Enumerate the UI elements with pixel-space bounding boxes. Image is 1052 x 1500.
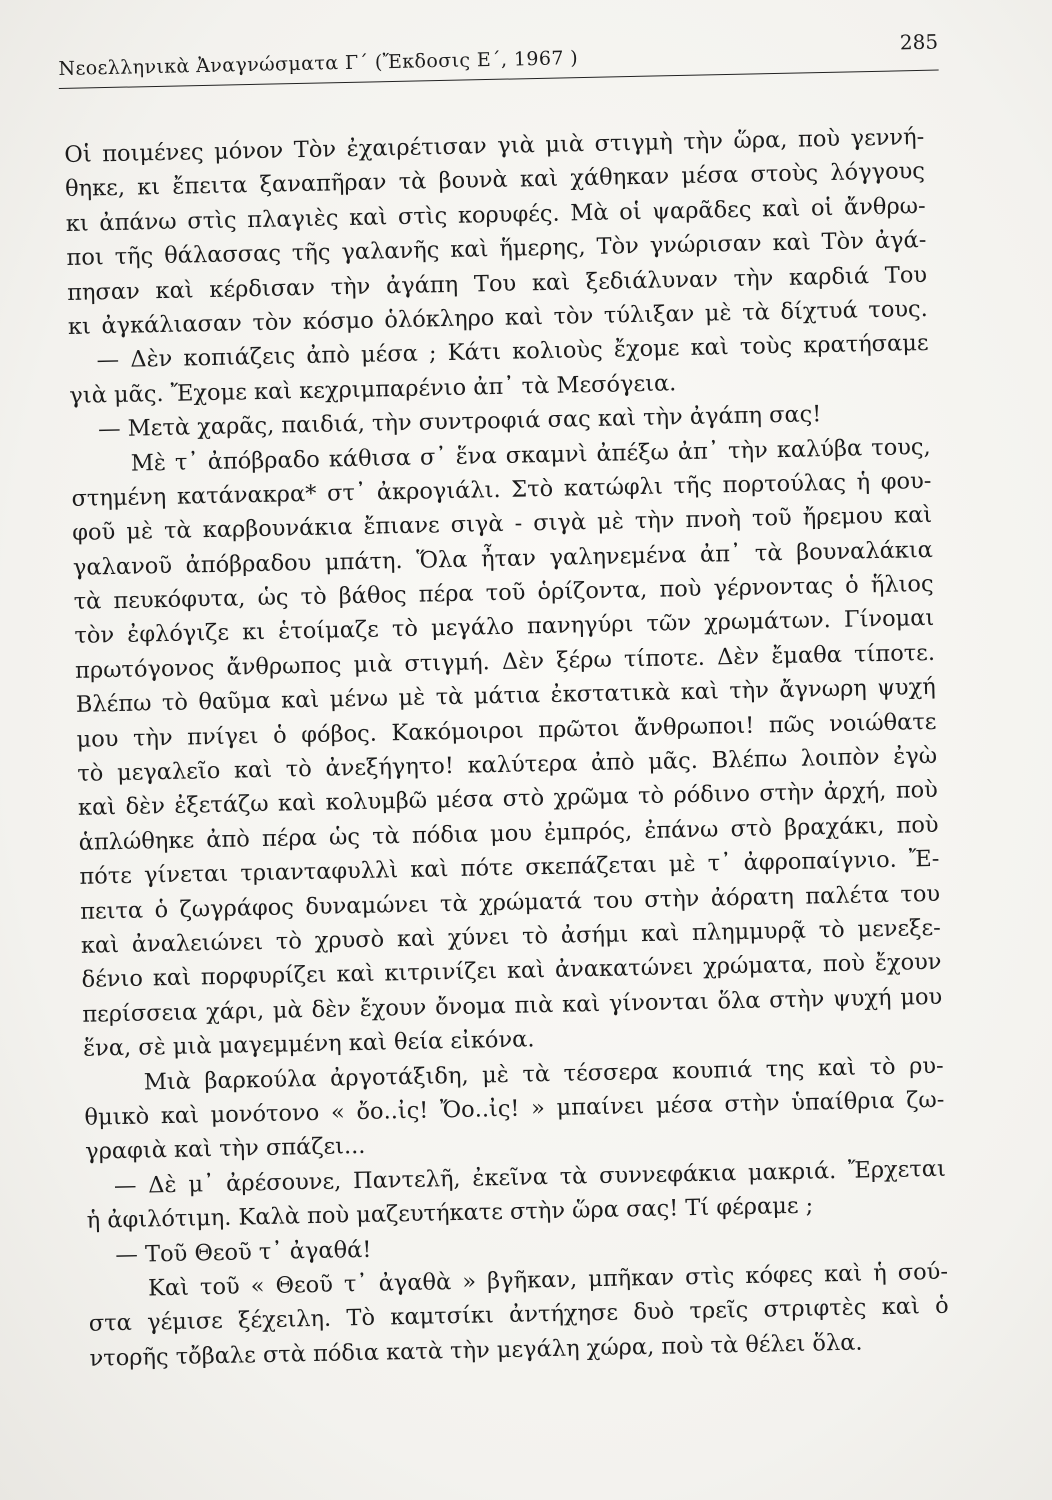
text-line: καὶ ἀναλειώνει τὸ χρυσὸ καὶ χύνει τὸ ἀσήμι καὶ πλημμυρᾷ τὸ μενεξε- bbox=[80, 914, 942, 959]
body-text bbox=[64, 120, 950, 1376]
text-line: θμικὸ καὶ μονότονο « ὄο..ἰς! Ὄο..ἰς! » μπαίνει μέσα στὴν ὑπαίθρια ζω- bbox=[84, 1086, 945, 1131]
text-line: πότε γίνεται τριανταφυλλὶ καὶ πότε σκεπάζεται μὲ τ᾿ ἀφροπαίγνιο. Ἔ- bbox=[79, 846, 940, 891]
text-line: ποι τῆς θάλασσας τῆς γαλανῆς καὶ ἥμερης, Τὸν γνώρισαν καὶ Τὸν ἀγά- bbox=[66, 227, 927, 272]
text-line: κι ἀπάνω στὶς πλαγιὲς καὶ στὶς κορυφές. Μὰ οἱ ψαρᾶδες καὶ οἱ ἄνθρω- bbox=[65, 192, 926, 237]
text-line: δένιο καὶ πορφυρίζει καὶ κιτρινίζει καὶ ἀνακατώνει χρώματα, ποὺ ἔχουν bbox=[81, 949, 942, 994]
text-line: πειτα ὁ ζωγράφος δυναμώνει τὰ χρώματά του στὴν ἀόρατη παλέτα του bbox=[79, 880, 941, 925]
text-line: Οἱ ποιμένες μόνον Τὸν ἐχαιρέτισαν γιὰ μιὰ στιγμὴ τὴν ὥρα, ποὺ γεννή- bbox=[64, 123, 925, 168]
text-line: — Δὲν κοπιάζεις ἀπὸ μέσα ; Κάτι κολιοὺς ἔχομε καὶ τοὺς κρατήσαμε bbox=[96, 330, 929, 374]
text-line: καὶ δὲν ἐξετάζω καὶ κολυμβῶ μέσα στὸ χρῶμα τὸ ρόδινο στὴν ἀρχή, ποὺ bbox=[77, 777, 939, 822]
text-line: γαλανοῦ ἀπόβραδου μπάτη. Ὅλα ἦταν γαληνεμένα ἀπ᾿ τὰ βουναλάκια bbox=[72, 536, 934, 581]
text-line: Καὶ τοῦ « Θεοῦ τ᾿ ἀγαθὰ » βγῆκαν, μπῆκαν στὶς κόφες καὶ ἡ σού- bbox=[147, 1258, 949, 1302]
text-line: ἕνα, σὲ μιὰ μαγεμμένη καὶ θεία εἰκόνα. bbox=[82, 1026, 535, 1062]
text-line: στα γέμισε ξέχειλη. Τὸ καμτσίκι ἀντήχησε δυὸ τρεῖς στριφτὲς καὶ ὁ bbox=[88, 1293, 949, 1338]
text-line: — Τοῦ Θεοῦ τ᾿ ἀγαθά! bbox=[115, 1236, 372, 1268]
text-line: στημένη κατάνακρα* στ᾿ ἀκρογιάλι. Στὸ κατώφλι τῆς πορτούλας ἡ φου- bbox=[71, 467, 932, 512]
text-line: γιὰ μᾶς. Ἔχομε καὶ κεχριμπαρένιο ἀπ᾿ τὰ Μεσόγεια. bbox=[69, 369, 677, 409]
text-line: πρωτόγονος ἄνθρωπος μιὰ στιγμή. Δὲν ξέρω τίποτε. Δὲν ἔμαθα τίποτε. bbox=[74, 639, 936, 684]
text-line: φοῦ μὲ τὰ καρβουνάκια ἔπιανε σιγὰ - σιγὰ μὲ τὴν πνοὴ τοῦ ἤρεμου καὶ bbox=[72, 502, 933, 547]
running-head bbox=[58, 30, 939, 92]
text-line: θηκε, κι ἔπειτα ξαναπῆραν τὰ βουνὰ καὶ χάθηκαν μέσα στοὺς λόγγους bbox=[64, 158, 926, 203]
text-line: Βλέπω τὸ θαῦμα καὶ μένω μὲ τὰ μάτια ἐκστατικὰ καὶ τὴν ἄγνωρη ψυχή bbox=[75, 674, 936, 719]
text-line: τὸ μεγαλεῖο καὶ τὸ ἀνεξήγητο! καλύτερα ἀπὸ μᾶς. Βλέπω λοιπὸν ἐγὼ bbox=[77, 742, 938, 787]
text-line: Μιὰ βαρκούλα ἀργοτάξιδη, μὲ τὰ τέσσερα κουπιά της καὶ τὸ ρυ- bbox=[143, 1052, 944, 1096]
text-line: ντορῆς τὄβαλε στὰ πόδια κατὰ τὴν μεγάλη χώρα, ποὺ τὰ θέλει ὅλα. bbox=[89, 1329, 863, 1372]
text-line: κι ἀγκάλιασαν τὸν κόσμο ὁλόκληρο καὶ τὸν τύλιξαν μὲ τὰ δίχτυά τους. bbox=[67, 295, 929, 340]
text-line: — Μετὰ χαρᾶς, παιδιά, τὴν συντροφιά σας καὶ τὴν ἀγάπη σας! bbox=[97, 401, 822, 443]
text-line: περίσσεια χάρι, μὰ δὲν ἔχουν ὄνομα πιὰ καὶ γίνονται ὅλα στὴν ψυχή μου bbox=[82, 983, 943, 1028]
text-line: ἡ ἀφιλότιμη. Καλὰ ποὺ μαζευτήκατε στὴν ὥρα σας! Τί φέραμε ; bbox=[86, 1192, 814, 1234]
book-title: Νεοελληνικὰ Ἀναγνώσματα Γ΄ (Ἔκδοσις Ε΄, 1967 ) bbox=[58, 47, 579, 80]
text-line: τὸν ἐφλόγιζε κι ἑτοίμαζε τὸ μεγάλο πανηγύρι τῶν χρωμάτων. Γίνομαι bbox=[74, 605, 935, 650]
text-line: μου τὴν πνίγει ὁ φόβος. Κακόμοιροι πρῶτοι ἄνθρωποι! πῶς νοιώθατε bbox=[76, 708, 937, 753]
text-line: γραφιὰ καὶ τὴν σπάζει... bbox=[84, 1133, 366, 1166]
text-line: Μὲ τ᾿ ἀπόβραδο κάθισα σ᾿ ἕνα σκαμνὶ ἀπέξω ἀπ᾿ τὴν καλύβα τους, bbox=[130, 433, 931, 477]
text-line: ἁπλώθηκε ἀπὸ πέρα ὡς τὰ πόδια μου ἐμπρός, ἐπάνω στὸ βραχάκι, ποὺ bbox=[78, 811, 939, 856]
text-line: τὰ πευκόφυτα, ὡς τὸ βάθος πέρα τοῦ ὁρίζοντα, ποὺ γέρνοντας ὁ ἥλιος bbox=[73, 570, 934, 615]
page-number: 285 bbox=[899, 29, 939, 55]
text-line: — Δὲ μ᾿ ἀρέσουνε, Παντελῆ, ἐκεῖνα τὰ συννεφάκια μακριά. Ἔρχεται bbox=[113, 1155, 947, 1199]
text-line: πησαν καὶ κέρδισαν τὴν ἀγάπη Του καὶ ξεδιάλυναν τὴν καρδιά Του bbox=[66, 261, 928, 306]
